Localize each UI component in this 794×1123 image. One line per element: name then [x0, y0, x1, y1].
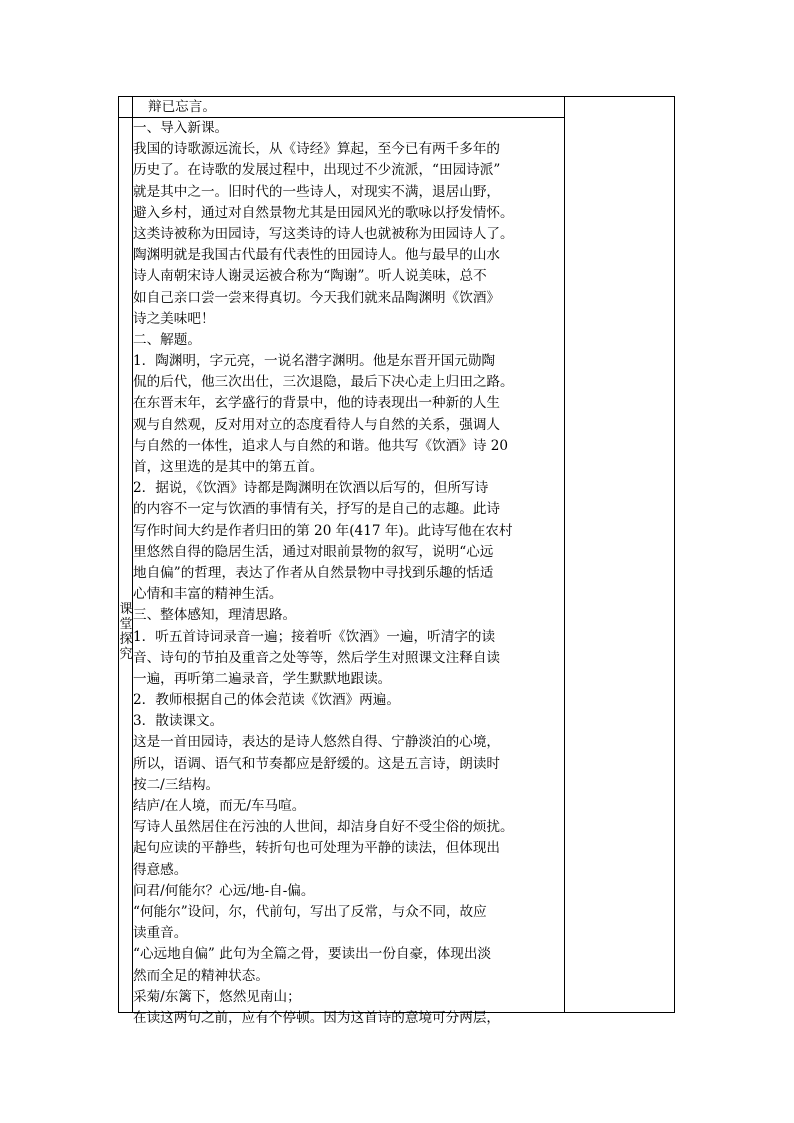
text-line: 按二/三结构。: [133, 776, 220, 793]
label-column: [119, 97, 133, 1012]
section-label-char: 堂: [119, 617, 133, 632]
text-line: 在东晋末年，玄学盛行的背景中，他的诗表现出一种新的人生: [133, 395, 501, 412]
text-line: 结庐/在人境，而无/车马喧。: [133, 798, 306, 814]
text-line: “心远地自偏” 此句为全篇之骨，要读出一份自豪，体现出淡: [133, 946, 492, 963]
notes-column-divider: [564, 97, 565, 1012]
text-line: 2．教师根据自己的体会范读《饮酒》两遍。: [133, 692, 400, 709]
section-label-char: 探: [119, 632, 133, 647]
text-line: 心情和丰富的精神生活。: [133, 586, 283, 603]
text-line: 写诗人虽然居住在污浊的人世间，却洁身自好不受尘俗的烦扰。: [133, 819, 514, 836]
text-line: 里悠然自得的隐居生活，通过对眼前景物的叙写，说明“心远: [133, 543, 494, 560]
text-line: 就是其中之一。旧时代的一些诗人，对现实不满，退居山野，: [133, 183, 501, 200]
text-line: 侃的后代，他三次出仕，三次退隐，最后下决心走上归田之路。: [133, 374, 514, 391]
text-line: 与自然的一体性，追求人与自然的和谐。他共写《饮酒》诗 20: [133, 437, 509, 454]
text-line: 问君/何能尔？心远/地-自-偏。: [133, 882, 315, 899]
previous-row-text: 辩已忘言。: [148, 99, 216, 115]
text-line: 音、诗句的节拍及重音之处等等，然后学生对照课文注释自读: [133, 649, 501, 666]
text-line: 诗之美味吧！: [133, 310, 215, 327]
text-line: 三、整体感知，理清思路。: [133, 607, 297, 624]
text-line: 避入乡村，通过对自然景物尤其是田园风光的歌咏以抒发情怀。: [133, 204, 514, 221]
text-line: 诗人南朝宋诗人谢灵运被合称为“陶谢”。听人说美味，总不: [133, 268, 487, 285]
text-line: 地自偏”的哲理，表达了作者从自然景物中寻找到乐趣的恬适: [133, 564, 494, 581]
text-line: “何能尔”设问，尔，代前句，写出了反常，与众不同，故应: [133, 903, 487, 920]
text-line: 3．散读课文。: [133, 713, 224, 730]
text-line: 读重音。: [133, 925, 188, 942]
text-line: 1．陶渊明，字元亮，一说名潜字渊明。他是东晋开国元勋陶: [133, 353, 496, 370]
text-line: 起句应读的平静些，转折句也可处理为平静的读法，但体现出: [133, 840, 501, 857]
text-line: 我国的诗歌源远流长，从《诗经》算起，至今已有两千多年的: [133, 141, 501, 158]
text-line: 二、解题。: [133, 331, 201, 348]
section-label: [119, 602, 133, 662]
text-line: 在读这两句之前，应有个停顿。因为这首诗的意境可分两层，: [133, 1009, 501, 1026]
text-line: 观与自然观，反对用对立的态度看待人与自然的关系，强调人: [133, 416, 501, 433]
text-line: 2．据说，《饮酒》诗都是陶渊明在饮酒以后写的，但所写诗: [133, 480, 489, 497]
lesson-content: [133, 118, 563, 1029]
text-line: 1．听五首诗词录音一遍；接着听《饮酒》一遍，听清字的读: [133, 628, 496, 645]
text-line: 历史了。在诗歌的发展过程中，出现过不少流派，“田园诗派”: [133, 162, 501, 179]
text-line: 所以，语调、语气和节奏都应是舒缓的。这是五言诗，朗读时: [133, 755, 501, 772]
text-line: 这是一首田园诗，表达的是诗人悠然自得、宁静淡泊的心境，: [133, 734, 501, 751]
section-label-char: 究: [119, 647, 133, 662]
text-line: 得意感。: [133, 861, 188, 878]
text-line: 采菊/东篱下，悠然见南山；: [133, 988, 301, 1005]
text-line: 首，这里选的是其中的第五首。: [133, 459, 324, 475]
text-line: 的内容不一定与饮酒的事情有关，抒写的是自己的志趣。此诗: [133, 501, 501, 518]
text-line: 一、导入新课。: [133, 120, 229, 136]
text-line: 这类诗被称为田园诗，写这类诗的诗人也就被称为田园诗人了。: [133, 225, 514, 242]
text-line: 一遍，再听第二遍录音，学生默默地跟读。: [133, 670, 392, 687]
text-line: 写作时间大约是作者归田的第 20 年(417 年)。此诗写他在农村: [133, 522, 513, 539]
text-line: 如自己亲口尝一尝来得真切。今天我们就来品陶渊明《饮酒》: [133, 289, 501, 306]
text-line: 然而全足的精神状态。: [133, 967, 269, 984]
text-line: 陶渊明就是我国古代最有代表性的田园诗人。他与最早的山水: [133, 247, 501, 264]
section-label-char: 课: [119, 602, 133, 617]
